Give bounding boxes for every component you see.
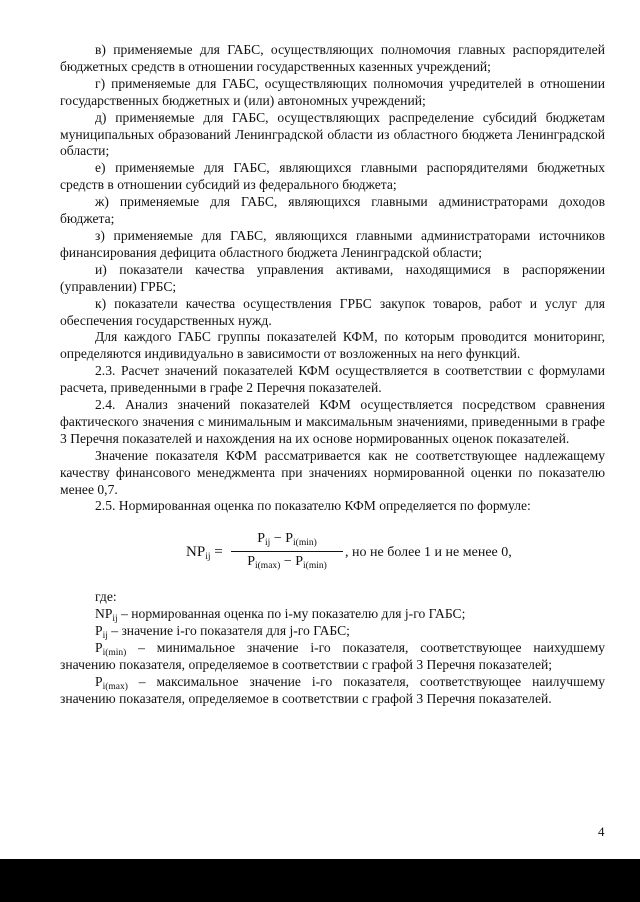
definition-p-min: $P_{i(min)}$ – минимальное значение i-го показателя, соответствующее наихудшему значению показателя, определяемое в соответствии с графой 3 Перечня показателей;: [60, 640, 605, 672]
scan-footer-bar: [0, 859, 640, 902]
formula-constraint: , но не более 1 и не менее 0,: [345, 545, 512, 561]
paragraph-monitoring: Для каждого ГАБС группы показателей КФМ, по которым проводится мониторинг, определяются индивидуально в зависимости от возложенных на него функций.: [60, 329, 605, 362]
paragraph-threshold: Значение показателя КФМ рассматривается как не соответствующее надлежащему качеству финансового менеджмента при значениях нормированной оценки по показателю менее 0,7.: [60, 447, 605, 497]
paragraph-2-4: 2.4. Анализ значений показателей КФМ осуществляется посредством сравнения фактического значения с минимальным и максимальным значениями, приведенными в графе 3 Перечня показателей и нахождения на их основе нормированных оценок показателей.: [60, 397, 605, 446]
definition-np-ij: $NP_{ij}$ – нормированная оценка по i-му показателю для j-го ГАБС;: [95, 606, 466, 625]
formula-numerator: $P_{ij} - P_{i(min)}$: [231, 531, 343, 552]
document-body: [60, 42, 605, 708]
list-item-i: и) показатели качества управления активами, находящимися в распоряжении (управлении) ГРБС;: [60, 261, 605, 294]
list-item-k: к) показатели качества осуществления ГРБС закупок товаров, работ и услуг для обеспечения государственных нужд.: [60, 295, 605, 328]
list-item-z: з) применяемые для ГАБС, являющихся главными администраторами источников финансирования дефицита областного бюджета Ленинградской области;: [60, 227, 605, 260]
definition-p-max: $P_{i(max)}$ – максимальное значение i-го показателя, соответствующее наилучшему значению показателя, определяемое в соответствии с графой 3 Перечня показателей.: [60, 673, 605, 706]
paragraph-2-3: 2.3. Расчет значений показателей КФМ осуществляется в соответствии с формулами расчета, приведенными в графе 2 Перечня показателей.: [60, 363, 605, 396]
formula-fraction: [231, 531, 343, 571]
formula-denominator: $P_{i(max)} - P_{i(min)}$: [247, 554, 327, 572]
where-label: где:: [95, 589, 117, 605]
list-item-v: в) применяемые для ГАБС, осуществляющих полномочия главных распорядителей бюджетных средств в отношении государственных казенных учреждений;: [60, 42, 605, 74]
page-number: 4: [598, 824, 605, 839]
normalized-score-formula: [60, 529, 605, 579]
formula-lhs: $NP_{ij}$ =: [186, 544, 227, 563]
list-item-g: г) применяемые для ГАБС, осуществляющих полномочия учредителей в отношении государственных бюджетных и (или) автономных учреждений;: [60, 75, 605, 108]
paragraph-2-5: 2.5. Нормированная оценка по показателю КФМ определяется по формуле:: [95, 498, 531, 514]
list-item-e: е) применяемые для ГАБС, являющихся главными распорядителями бюджетных средств в отношении субсидий из федерального бюджета;: [60, 160, 605, 193]
list-item-d: д) применяемые для ГАБС, осуществляющих распределение субсидий бюджетам муниципальных образований Ленинградской области из областного бюджета Ленинградской области;: [60, 109, 605, 159]
list-item-zh: ж) применяемые для ГАБС, являющихся главными администраторами доходов бюджета;: [60, 194, 605, 227]
definition-p-ij: $P_{ij}$ – значение i-го показателя для j-го ГАБС;: [95, 623, 350, 642]
